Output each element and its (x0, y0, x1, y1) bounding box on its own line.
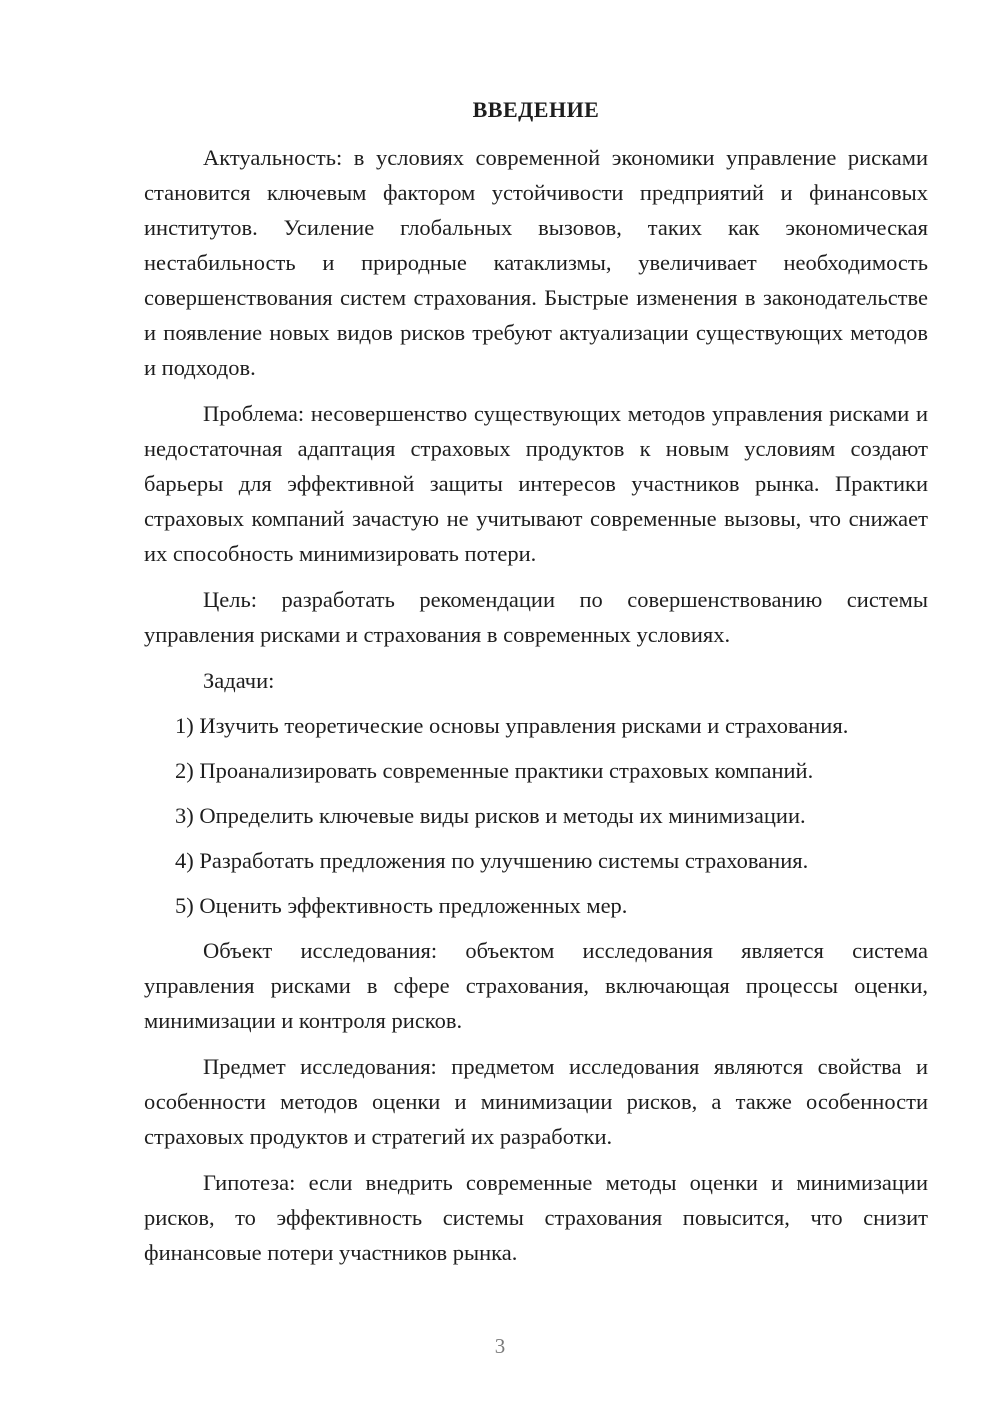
task-list (144, 708, 928, 923)
paragraph-goal: Цель: разработать рекомендации по совершенствованию системы управления рисками и страхования в современных условиях. (144, 587, 928, 647)
paragraph-subject: Предмет исследования: предметом исследования являются свойства и особенности методов оценки и минимизации рисков, а также особенности страховых продуктов и стратегий их разработки. (144, 1054, 928, 1149)
task-item: 2) Проанализировать современные практики страховых компаний. (175, 758, 814, 783)
page-title: ВВЕДЕНИЕ (472, 97, 600, 122)
task-item: 5) Оценить эффективность предложенных мер. (175, 893, 628, 918)
tasks-heading: Задачи: (203, 668, 275, 693)
page-number: 3 (494, 1334, 506, 1358)
task-item: 1) Изучить теоретические основы управления рисками и страхования. (175, 713, 849, 738)
task-item: 3) Определить ключевые виды рисков и методы их минимизации. (175, 803, 806, 828)
document-page (144, 92, 928, 1281)
paragraph-hypothesis: Гипотеза: если внедрить современные методы оценки и минимизации рисков, то эффективность системы страхования повысится, что снизит финансовые потери участников рынка. (144, 1170, 928, 1265)
paragraph-object: Объект исследования: объектом исследования является система управления рисками в сфере страхования, включающая процессы оценки, минимизации и контроля рисков. (144, 938, 928, 1033)
paragraph-relevance: Актуальность: в условиях современной экономики управление рисками становится ключевым фактором устойчивости предприятий и финансовых институтов. Усиление глобальных вызовов, таких как экономическая нестабильность и природные катаклизмы, увеличивает необходимость совершенствования систем страхования. Быстрые изменения в законодательстве и появление новых видов рисков требуют актуализации существующих методов и подходов. (144, 145, 928, 380)
task-item: 4) Разработать предложения по улучшению системы страхования. (175, 848, 809, 873)
paragraph-problem: Проблема: несовершенство существующих методов управления рисками и недостаточная адаптация страховых продуктов к новым условиям создают барьеры для эффективной защиты интересов участников рынка. Практики страховых компаний зачастую не учитывают современные вызовы, что снижает их способность минимизировать потери. (144, 401, 928, 566)
